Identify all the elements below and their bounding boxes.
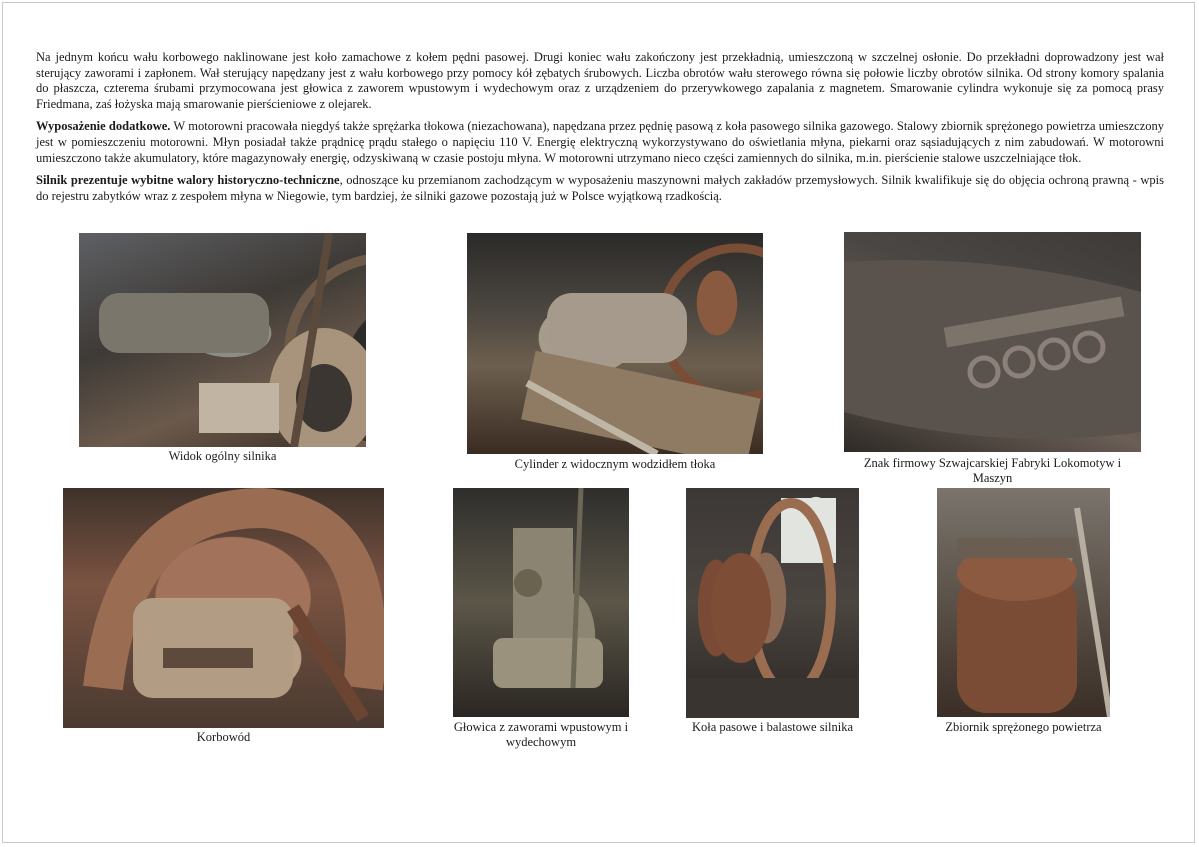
caption-text: Znak firmowy Szwajcarskiej Fabryki Lokomotyw i Maszyn — [863, 456, 1122, 485]
photo-engine-overview — [79, 233, 366, 447]
engine-overview-image — [79, 233, 366, 447]
cylinder-image — [467, 233, 763, 454]
paragraph-2 — [36, 119, 1164, 166]
photo-maker-plate — [844, 232, 1141, 452]
caption-cylinder — [467, 457, 763, 472]
paragraph-1-text: Na jednym końcu wału korbowego naklinowane jest koło zamachowe z kołem pędni pasowej. Drugi koniec wału zakończony jest przekładnią, umieszczoną w szczelnej osłonie. Do przekładni doprowadzony jest wał sterujący zaworami i zapłonem. Wał sterujący napędzany jest z wału korbowego przy pomocy kół zębatych śrubowych. Liczba obrotów wału sterowego równa się połowie liczby obrotów silnika. Od strony komory spalania do płaszcza, czterema śrubami przymocowana jest głowica z zaworem wpustowym i wydechowym oraz z urządzeniem do przerywkowego zapalania z magnetem. Smarowanie cylindra wykonuje się za pomocą prasy Friedmana, zaś łożyska mają smarowanie pierścieniowe z olejarek. — [36, 50, 1164, 111]
photo-pulleys — [686, 488, 859, 718]
caption-engine-overview — [79, 449, 366, 464]
caption-text: Korbowód — [196, 730, 251, 744]
caption-cylinder-head — [440, 720, 642, 750]
text-block — [36, 50, 1164, 211]
air-tank-image — [937, 488, 1110, 717]
maker-plate-image — [844, 232, 1141, 452]
paragraph-2-heading: Wyposażenie dodatkowe. — [36, 119, 171, 134]
caption-text: Głowica z zaworami wpustowym i wydechowym — [453, 720, 629, 749]
caption-text: Koła pasowe i balastowe silnika — [691, 720, 854, 734]
pulleys-image — [686, 488, 859, 718]
caption-text: Cylinder z widocznym wodzidłem tłoka — [514, 457, 716, 471]
caption-pulleys — [676, 720, 869, 735]
photo-air-tank — [937, 488, 1110, 717]
photo-connecting-rod — [63, 488, 384, 728]
cylinder-head-image — [453, 488, 629, 717]
connecting-rod-image — [63, 488, 384, 728]
paragraph-1 — [36, 50, 1164, 112]
caption-connecting-rod — [63, 730, 384, 745]
caption-air-tank — [920, 720, 1127, 735]
caption-maker-plate — [844, 456, 1141, 486]
photo-cylinder — [467, 233, 763, 454]
caption-text: Widok ogólny silnika — [168, 449, 277, 463]
caption-text: Zbiornik sprężonego powietrza — [945, 720, 1102, 734]
photo-cylinder-head — [453, 488, 629, 717]
paragraph-2-text: W motorowni pracowała niegdyś także sprężarka tłokowa (niezachowana), napędzana przez pędnię pasową z koła pasowego silnika gazowego. Stalowy zbiornik sprężonego powietrza umieszczony jest w pomieszczeniu motorowni. Młyn posiadał także prądnicę prądu stałego o napięciu 110 V. Energię elektryczną wykorzystywano do oświetlania młyna, piekarni oraz sąsiadujących z nim zabudowań. W motorowni umieszczono także akumulatory, które magazynowały energię, odzyskiwaną w czasie postoju młyna. W motorowni utrzymano nieco części zamiennych do silnika, m.in. pierścienie stalowe uszczelniające tłok. — [36, 119, 1165, 165]
paragraph-3-text: , odnoszące ku przemianom zachodzącym w wyposażeniu maszynowni małych zakładów przemysłowych. Silnik kwalifikuje się do objęcia ochroną prawną - wpis do rejestru zabytków wraz z zespołem młyna w Niegowie, tym bardziej, że silniki gazowe pozostają już w Polsce wyjątkową rzadkością. — [36, 173, 1164, 203]
paragraph-3 — [36, 173, 1164, 204]
paragraph-3-heading: Silnik prezentuje wybitne walory historyczno-techniczne — [36, 173, 340, 188]
